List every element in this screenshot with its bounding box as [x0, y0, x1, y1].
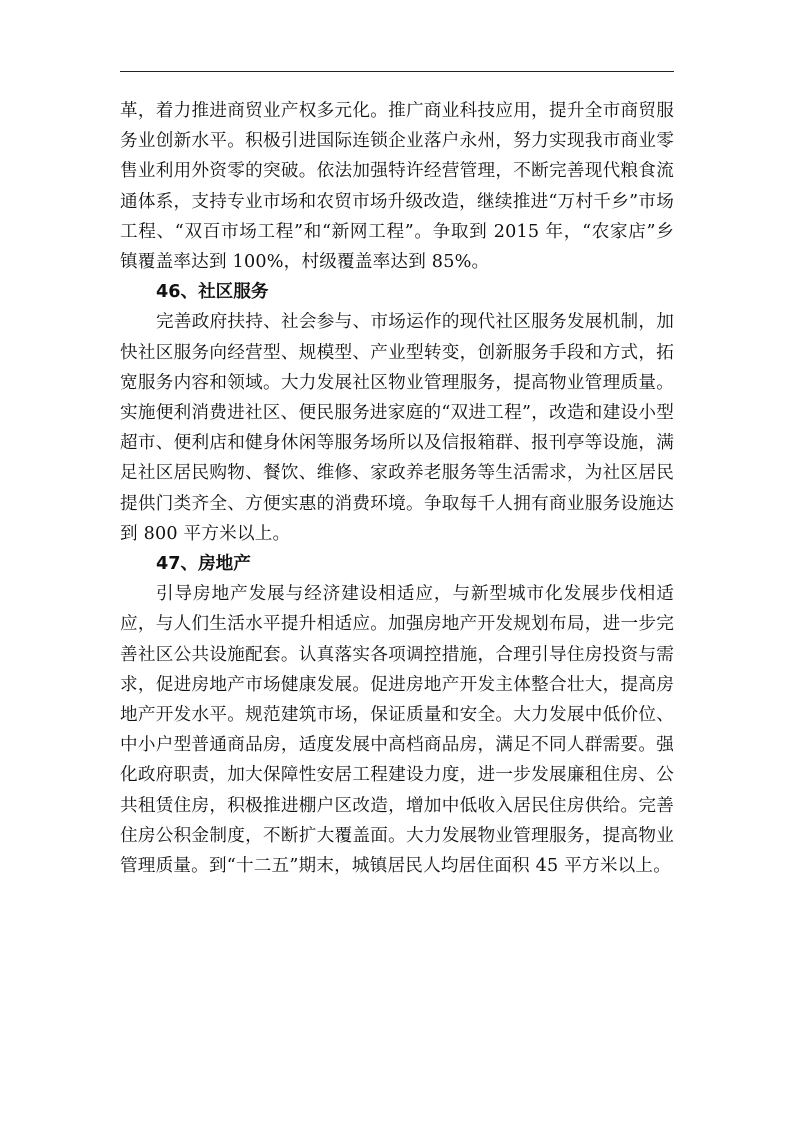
continuation-paragraph: 革，着力推进商贸业产权多元化。推广商业科技应用，提升全市商贸服务业创新水平。积极引进国际连锁企业落户永州，努力实现我市商业零售业利用外资零的突破。依法加强特许经营管理，不断完善现代粮食流通体系，支持专业市场和农贸市场升级改造，继续推进“万村千乡”市场工程、“双百市场工程”和“新网工程”。争取到 2015 年，“农家店”乡镇覆盖率达到 100%，村级覆盖率达到 85%。 — [120, 101, 674, 273]
section-heading-community-services: 46、社区服务 — [156, 282, 269, 303]
section-paragraph-real-estate: 引导房地产发展与经济建设相适应，与新型城市化发展步伐相适应，与人们生活水平提升相适应。加强房地产开发规划布局，进一步完善社区公共设施配套。认真落实各项调控措施，合理引导住房投资与需求，促进房地产市场健康发展。促进房地产开发主体整合壮大，提高房地产开发水平。规范建筑市场，保证质量和安全。大力发展中低价位、中小户型普通商品房，适度发展中高档商品房，满足不同人群需要。强化政府职责，加大保障性安居工程建设力度，进一步发展廉租住房、公共租赁住房，积极推进棚户区改造，增加中低收入居民住房供给。完善住房公积金制度，不断扩大覆盖面。大力发展物业管理服务，提高物业管理质量。到“十二五”期末，城镇居民人均居住面积 45 平方米以上。 — [120, 584, 674, 877]
section-heading-real-estate: 47、房地产 — [156, 554, 251, 575]
section-paragraph-community-services: 完善政府扶持、社会参与、市场运作的现代社区服务发展机制，加快社区服务向经营型、规模型、产业型转变，创新服务手段和方式，拓宽服务内容和领域。大力发展社区物业管理服务，提高物业管理质量。实施便利消费进社区、便民服务进家庭的“双进工程”，改造和建设小型超市、便利店和健身休闲等服务场所以及信报箱群、报刊亭等设施，满足社区居民购物、餐饮、维修、家政养老服务等生活需求，为社区居民提供门类齐全、方便实惠的消费环境。争取每千人拥有商业服务设施达到 800 平方米以上。 — [120, 312, 674, 544]
document-body — [120, 96, 674, 881]
header-rule — [120, 71, 674, 72]
